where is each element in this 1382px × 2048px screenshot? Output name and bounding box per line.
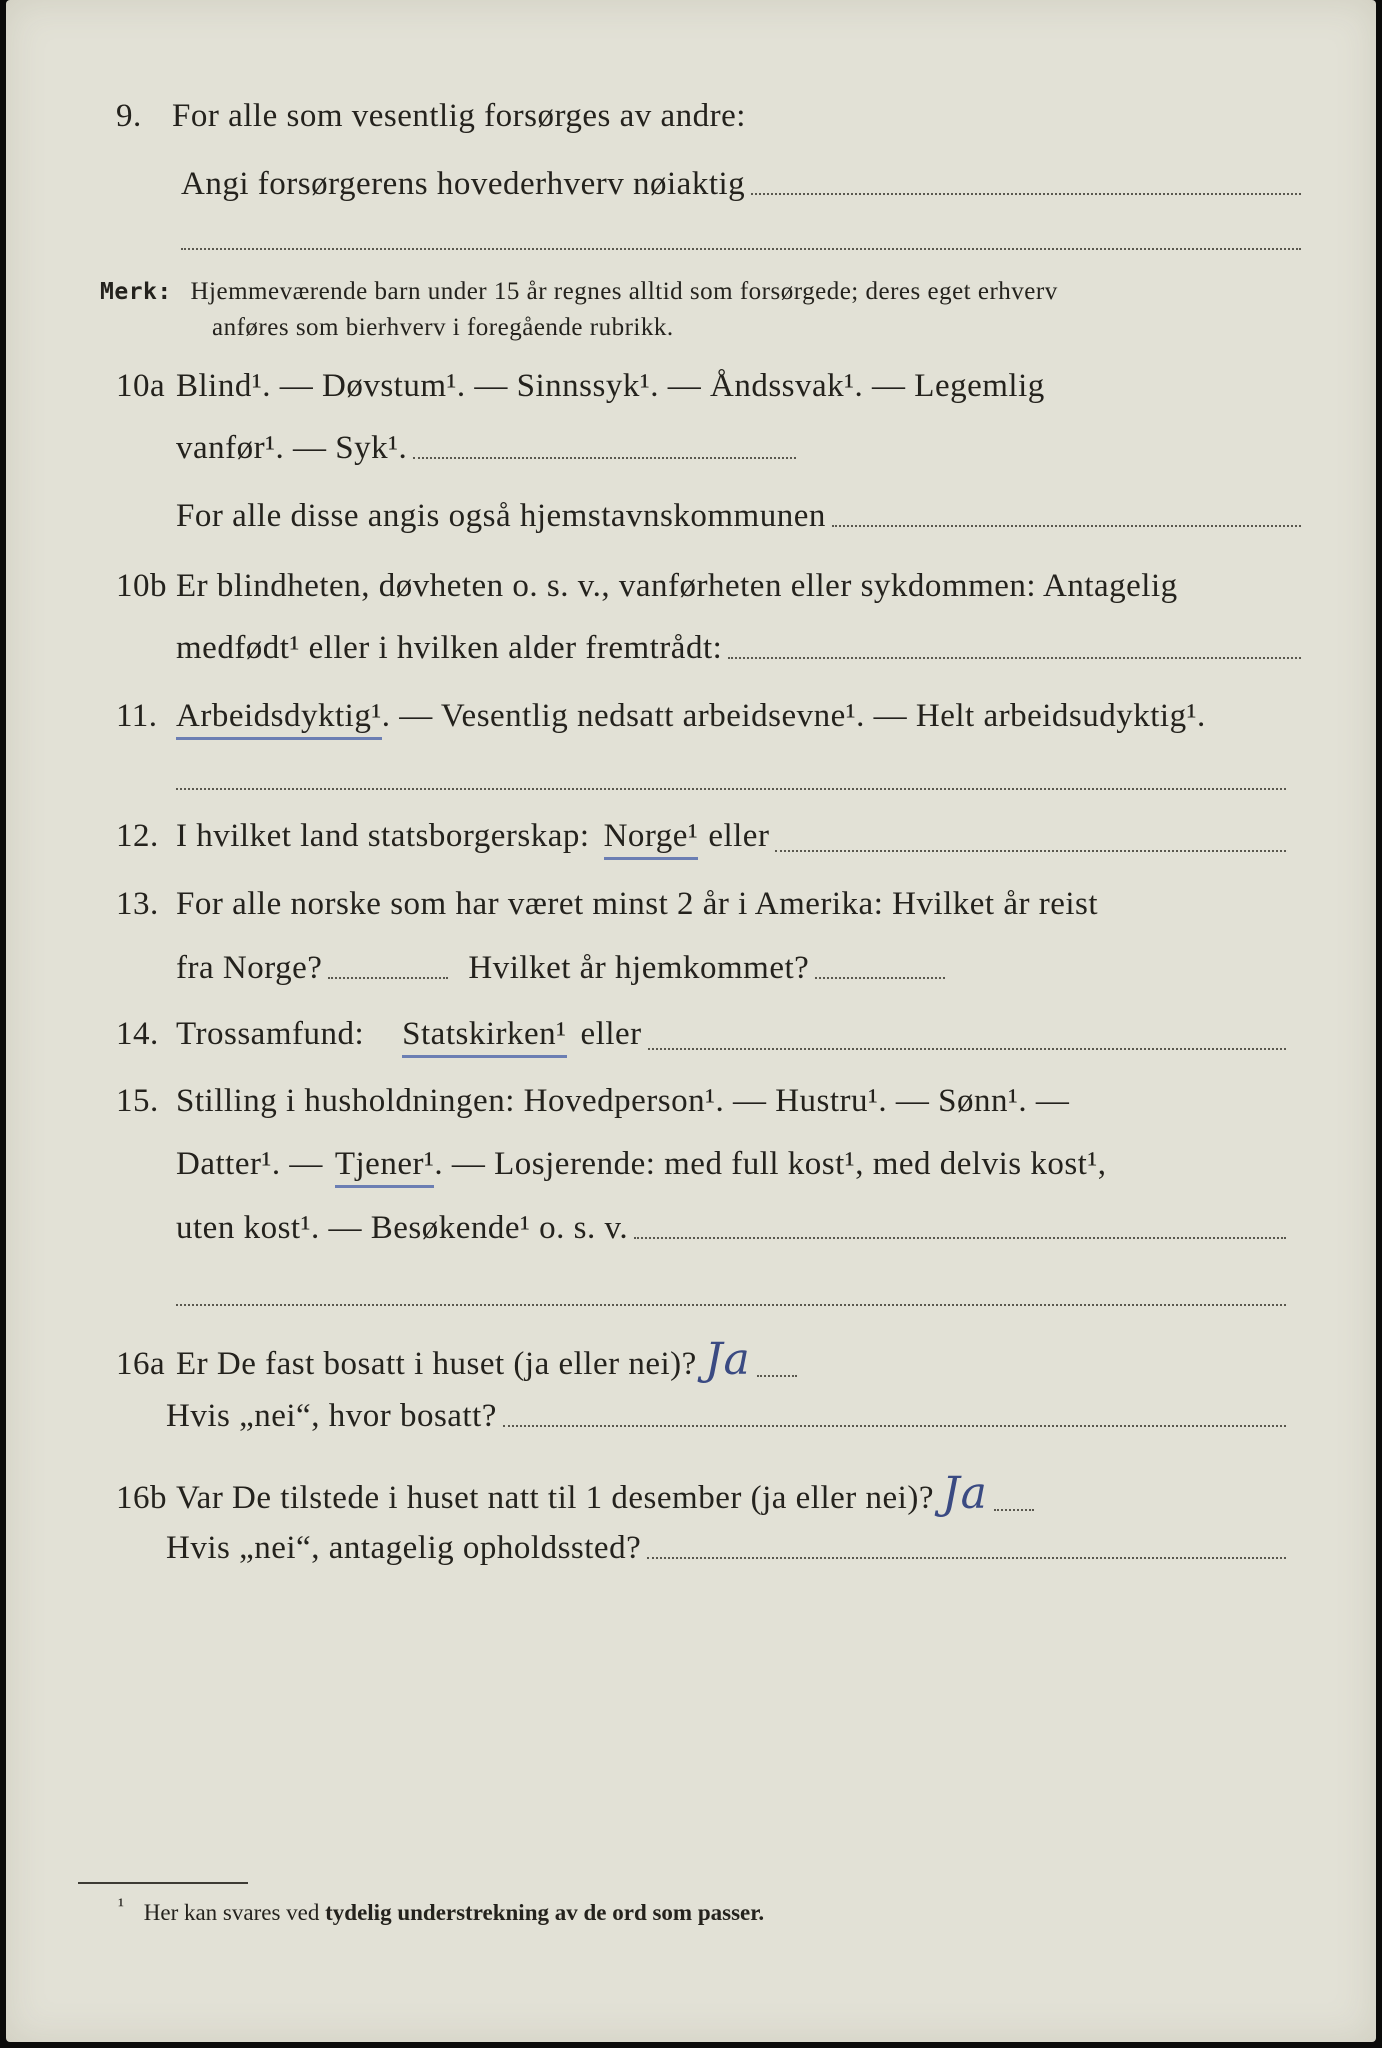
answer-line[interactable] [775,850,1286,852]
note-text: anføres som bierhverv i foregående rubrikk. [212,314,674,341]
question-12 [116,818,1286,860]
question-text: Hvilket år hjemkommet? [468,950,810,986]
answer-line[interactable] [751,193,1301,195]
question-16a-line-2 [166,1398,1286,1435]
answer-line[interactable] [181,248,1301,250]
question-text: . — Losjerende: med full kost¹, med delvis kost¹, [434,1146,1107,1182]
question-text: medfødt¹ eller i hvilken alder fremtrådt: [176,630,723,666]
question-number: 16b [116,1480,167,1516]
question-text: Hvis „nei“, hvor bosatt? [166,1398,497,1434]
answer-line[interactable] [832,525,1301,527]
question-16b-line-2 [166,1530,1286,1567]
answer-line[interactable] [634,1237,1286,1239]
question-text: Er De fast bosatt i huset (ja eller nei)? [176,1346,697,1382]
question-13 [116,886,1301,923]
question-number: 10b [116,568,167,604]
underlined-answer-tjener[interactable]: Tjener¹ [335,1146,435,1188]
question-text: I hvilket land statsborgerskap: [176,818,590,854]
question-text: eller [708,818,770,854]
answer-line[interactable] [176,788,1286,790]
footnote [118,1894,765,1926]
answer-line[interactable] [328,977,448,979]
question-text: Er blindheten, døvheten o. s. v., vanførheten eller sykdommen: Antagelig [176,568,1178,604]
underlined-answer-statskirken[interactable]: Statskirken¹ [402,1016,566,1058]
question-10b [116,568,1301,605]
question-text: uten kost¹. — Besøkende¹ o. s. v. [176,1210,629,1246]
question-text: Angi forsørgerens hovederhverv nøiaktig [181,166,746,202]
question-9-line-2 [181,166,1301,203]
footnote-text: Her kan svares ved [143,1900,320,1925]
question-9 [116,98,1301,135]
question-number: 10a [116,368,166,404]
question-text: eller [580,1016,642,1052]
question-number: 14. [116,1016,159,1052]
question-text: Hvis „nei“, antagelig opholdssted? [166,1530,642,1566]
footnote-rule [78,1882,248,1884]
answer-line[interactable] [176,1304,1286,1306]
note-label: Merk: [100,279,172,305]
question-text: vanfør¹. — Syk¹. [176,430,408,466]
answer-line[interactable] [413,457,796,459]
question-number: 11. [116,698,158,734]
question-number: 13. [116,886,159,922]
note-merk [100,278,1058,306]
question-text: For alle norske som har været minst 2 år i Amerika: Hvilket år reist [176,886,1099,922]
question-text: fra Norge? [176,950,323,986]
question-10a-line-2 [176,430,796,467]
question-10a-line-3 [176,498,1301,535]
handwritten-answer[interactable]: Ja [941,1468,988,1519]
question-14 [116,1016,1286,1058]
question-number: 12. [116,818,159,854]
answer-line[interactable] [503,1425,1286,1427]
question-15-line-3 [176,1210,1286,1247]
answer-line[interactable] [728,657,1301,659]
question-15-line-2 [176,1146,1106,1188]
footnote-mark: ¹ [118,1894,124,1917]
census-form-page [6,0,1376,2042]
question-text: For alle disse angis også hjemstavnskommunen [176,498,826,534]
question-text: Datter¹. — [176,1146,323,1182]
question-15 [116,1083,1301,1120]
question-text: . — Vesentlig nedsatt arbeidsevne¹. — Helt arbeidsudyktig¹. [381,698,1206,734]
question-11 [116,698,1301,740]
answer-line[interactable] [647,1557,1286,1559]
question-text: For alle som vesentlig forsørges av andre: [172,98,746,134]
question-16a [116,1334,797,1385]
answer-line[interactable] [994,1509,1034,1511]
handwritten-answer[interactable]: Ja [704,1334,751,1385]
underlined-answer-arbeidsdyktig[interactable]: Arbeidsdyktig¹ [176,698,382,740]
underlined-answer-norge[interactable]: Norge¹ [604,818,699,860]
answer-line[interactable] [815,977,945,979]
question-10b-line-2 [176,630,1301,667]
note-text: Hjemmeværende barn under 15 år regnes alltid som forsørgede; deres eget erhverv [190,278,1058,305]
question-10a [116,368,1301,405]
question-16b [116,1468,1034,1519]
footnote-bold-text: tydelig understrekning av de ord som passer. [325,1900,765,1925]
question-number: 9. [116,98,142,134]
question-text: Trossamfund: [176,1016,365,1052]
question-number: 16a [116,1346,166,1382]
answer-line[interactable] [648,1048,1286,1050]
question-text: Var De tilstede i huset natt til 1 desember (ja eller nei)? [176,1480,934,1516]
note-merk-line-2 [212,314,674,342]
answer-line[interactable] [757,1375,797,1377]
question-text: Stilling i husholdningen: Hovedperson¹. — Hustru¹. — Sønn¹. — [176,1083,1070,1119]
question-text: Blind¹. — Døvstum¹. — Sinnssyk¹. — Åndssvak¹. — Legemlig [176,368,1045,404]
question-13-line-2 [176,950,945,987]
question-number: 15. [116,1083,159,1119]
